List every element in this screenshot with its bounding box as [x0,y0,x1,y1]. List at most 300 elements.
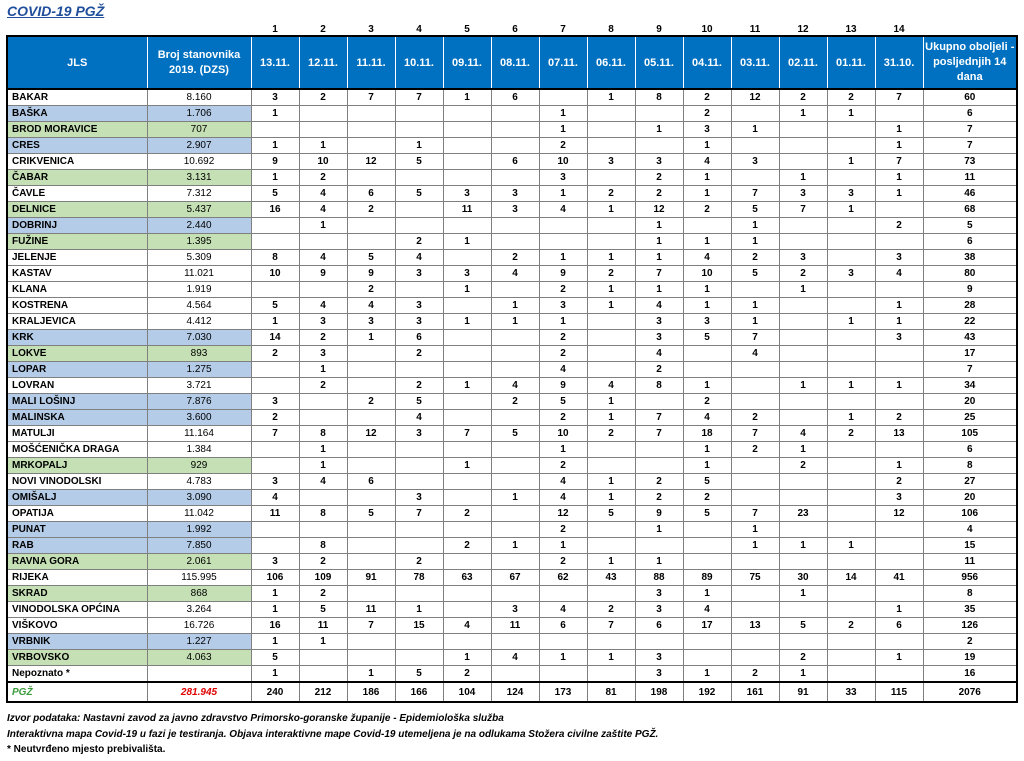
day-number: 8 [608,24,614,35]
total-cell: 956 [923,570,1017,586]
case-cell [875,586,923,602]
case-cell: 2 [395,554,443,570]
case-cell: 2 [539,282,587,298]
day-number: 5 [464,24,470,35]
case-cell: 1 [779,378,827,394]
population-cell: 16.726 [147,618,251,634]
case-cell: 7 [731,186,779,202]
case-cell [587,170,635,186]
footer-footnote: * Neutvrđeno mjesto prebivališta. [7,744,166,755]
case-cell: 1 [539,122,587,138]
case-cell: 6 [491,154,539,170]
case-cell [299,410,347,426]
case-cell: 11 [347,602,395,618]
case-cell [875,522,923,538]
population-cell: 2.440 [147,218,251,234]
case-cell: 1 [251,170,299,186]
table-row [7,186,1017,202]
case-cell [443,522,491,538]
case-cell: 1 [443,314,491,330]
case-cell: 1 [347,666,395,683]
case-cell [491,346,539,362]
total-cell: 38 [923,250,1017,266]
case-cell [347,410,395,426]
total-cell: 8 [923,458,1017,474]
case-cell [539,666,587,683]
case-cell [491,330,539,346]
case-cell: 3 [251,474,299,490]
case-cell: 1 [587,474,635,490]
case-cell: 7 [347,618,395,634]
summary-label: PGŽ [7,682,147,702]
case-cell: 3 [347,314,395,330]
case-cell [635,458,683,474]
case-cell: 1 [683,298,731,314]
case-cell [779,522,827,538]
case-cell [395,458,443,474]
case-cell: 5 [251,186,299,202]
total-cell: 15 [923,538,1017,554]
case-cell [347,122,395,138]
case-cell [299,106,347,122]
case-cell: 3 [635,650,683,666]
population-cell: 11.042 [147,506,251,522]
case-cell [731,634,779,650]
table-row [7,122,1017,138]
case-cell [875,666,923,683]
case-cell: 1 [731,122,779,138]
table-row [7,442,1017,458]
day-number: 14 [893,24,905,35]
case-cell: 3 [395,266,443,282]
case-cell [587,234,635,250]
population-cell: 707 [147,122,251,138]
total-cell: 11 [923,170,1017,186]
case-cell [587,442,635,458]
case-cell [731,554,779,570]
table-body [7,89,1017,702]
case-cell: 1 [779,282,827,298]
population-cell: 7.030 [147,330,251,346]
header-date: 06.11. [587,36,635,89]
case-cell: 1 [827,314,875,330]
table-row [7,362,1017,378]
case-cell [731,458,779,474]
case-cell [875,442,923,458]
header-row [7,36,1017,89]
total-cell: 7 [923,122,1017,138]
municipality-name: LOPAR [7,362,147,378]
total-cell: 35 [923,602,1017,618]
case-cell [443,170,491,186]
case-cell: 5 [395,154,443,170]
case-cell: 1 [731,218,779,234]
population-cell: 4.063 [147,650,251,666]
case-cell [827,554,875,570]
day-number: 4 [416,24,422,35]
table-row [7,634,1017,650]
case-cell [347,218,395,234]
total-cell: 68 [923,202,1017,218]
case-cell: 1 [683,458,731,474]
case-cell: 1 [875,122,923,138]
case-cell: 4 [683,250,731,266]
table-row [7,410,1017,426]
header-date: 02.11. [779,36,827,89]
case-cell: 4 [539,602,587,618]
case-cell [491,474,539,490]
case-cell: 1 [827,410,875,426]
case-cell [779,362,827,378]
table-row [7,570,1017,586]
case-cell: 88 [635,570,683,586]
case-cell: 2 [299,89,347,106]
case-cell: 2 [683,490,731,506]
case-cell [827,458,875,474]
case-cell: 8 [635,378,683,394]
case-cell [443,122,491,138]
case-cell [875,362,923,378]
population-cell [147,666,251,683]
case-cell: 2 [539,554,587,570]
case-cell: 12 [875,506,923,522]
case-cell: 8 [635,89,683,106]
case-cell [251,122,299,138]
case-cell [683,554,731,570]
population-cell: 7.850 [147,538,251,554]
population-cell: 7.312 [147,186,251,202]
case-cell: 67 [491,570,539,586]
table-row [7,298,1017,314]
case-cell: 15 [395,618,443,634]
municipality-name: VINODOLSKA OPĆINA [7,602,147,618]
case-cell [443,586,491,602]
case-cell: 91 [347,570,395,586]
case-cell [587,106,635,122]
municipality-name: LOKVE [7,346,147,362]
municipality-name: MRKOPALJ [7,458,147,474]
case-cell: 4 [779,426,827,442]
case-cell: 3 [491,202,539,218]
table-row [7,586,1017,602]
case-cell [491,218,539,234]
population-cell: 1.384 [147,442,251,458]
case-cell [827,506,875,522]
population-cell: 3.264 [147,602,251,618]
case-cell: 2 [683,89,731,106]
case-cell: 1 [587,394,635,410]
case-cell: 6 [395,330,443,346]
header-date: 04.11. [683,36,731,89]
case-cell [299,394,347,410]
case-cell [347,378,395,394]
case-cell: 9 [299,266,347,282]
total-cell: 25 [923,410,1017,426]
case-cell: 1 [875,650,923,666]
case-cell: 1 [347,330,395,346]
case-cell: 2 [731,666,779,683]
case-cell [731,106,779,122]
header-date: 01.11. [827,36,875,89]
case-cell [587,346,635,362]
case-cell: 14 [827,570,875,586]
case-cell: 2 [875,474,923,490]
header-population: Broj stanovnika 2019. (DZS) [147,36,251,89]
case-cell: 1 [827,378,875,394]
table-row [7,650,1017,666]
case-cell [299,234,347,250]
case-cell: 1 [731,314,779,330]
total-cell: 60 [923,89,1017,106]
case-cell: 1 [683,282,731,298]
case-cell [827,474,875,490]
municipality-name: KRALJEVICA [7,314,147,330]
case-cell: 5 [683,474,731,490]
case-cell [347,138,395,154]
case-cell: 8 [251,250,299,266]
case-cell: 1 [683,442,731,458]
case-cell: 1 [587,410,635,426]
case-cell: 12 [635,202,683,218]
case-cell: 1 [635,250,683,266]
summary-cell: 240 [251,682,299,702]
municipality-name: ČABAR [7,170,147,186]
municipality-name: JELENJE [7,250,147,266]
case-cell [443,106,491,122]
case-cell [251,234,299,250]
total-cell: 34 [923,378,1017,394]
case-cell: 1 [827,202,875,218]
case-cell: 1 [395,138,443,154]
case-cell: 75 [731,570,779,586]
case-cell: 1 [251,602,299,618]
case-cell: 13 [731,618,779,634]
case-cell [731,362,779,378]
population-cell: 893 [147,346,251,362]
case-cell: 10 [539,154,587,170]
municipality-name: MATULJI [7,426,147,442]
case-cell [491,106,539,122]
case-cell [731,378,779,394]
case-cell: 3 [587,154,635,170]
population-cell: 3.090 [147,490,251,506]
case-cell: 1 [395,602,443,618]
case-cell: 1 [635,234,683,250]
case-cell: 7 [779,202,827,218]
case-cell: 8 [299,426,347,442]
case-cell [587,314,635,330]
case-cell: 7 [875,89,923,106]
case-cell: 2 [779,650,827,666]
case-cell [395,634,443,650]
day-number: 2 [320,24,326,35]
case-cell: 1 [299,218,347,234]
day-number: 10 [701,24,713,35]
case-cell [779,298,827,314]
day-number: 6 [512,24,518,35]
case-cell: 23 [779,506,827,522]
case-cell: 2 [491,394,539,410]
case-cell: 11 [251,506,299,522]
case-cell: 4 [539,474,587,490]
municipality-name: MALI LOŠINJ [7,394,147,410]
case-cell: 1 [587,298,635,314]
header-date: 12.11. [299,36,347,89]
total-cell: 43 [923,330,1017,346]
total-cell: 106 [923,506,1017,522]
case-cell: 1 [683,186,731,202]
case-cell: 3 [635,154,683,170]
case-cell [875,538,923,554]
case-cell [299,666,347,683]
case-cell [827,490,875,506]
table-row [7,378,1017,394]
case-cell: 1 [779,106,827,122]
case-cell [251,442,299,458]
table-row [7,506,1017,522]
case-cell [827,282,875,298]
case-cell [443,442,491,458]
case-cell [779,314,827,330]
case-cell [491,234,539,250]
header-jls: JLS [7,36,147,89]
case-cell [827,586,875,602]
case-cell: 1 [587,202,635,218]
case-cell: 1 [443,234,491,250]
case-cell [779,634,827,650]
case-cell: 1 [443,458,491,474]
case-cell [491,666,539,683]
population-cell: 3.131 [147,170,251,186]
population-cell: 8.160 [147,89,251,106]
case-cell: 9 [347,266,395,282]
case-cell [347,234,395,250]
table-row [7,138,1017,154]
case-cell [683,538,731,554]
case-cell [347,346,395,362]
case-cell: 10 [299,154,347,170]
case-cell: 4 [683,410,731,426]
case-cell: 5 [683,506,731,522]
case-cell [587,138,635,154]
case-cell [443,490,491,506]
municipality-name: KASTAV [7,266,147,282]
header-date: 11.11. [347,36,395,89]
case-cell: 5 [395,394,443,410]
case-cell [827,394,875,410]
case-cell: 4 [251,490,299,506]
case-cell [395,650,443,666]
case-cell: 17 [683,618,731,634]
case-cell: 2 [827,618,875,634]
case-cell [827,298,875,314]
population-cell: 1.919 [147,282,251,298]
case-cell: 13 [875,426,923,442]
case-cell: 5 [779,618,827,634]
case-cell: 2 [635,474,683,490]
case-cell: 2 [443,666,491,683]
case-cell: 1 [875,458,923,474]
case-cell [779,218,827,234]
municipality-name: KRK [7,330,147,346]
case-cell: 1 [587,282,635,298]
case-cell: 6 [539,618,587,634]
case-cell [875,202,923,218]
case-cell: 1 [875,298,923,314]
day-number: 11 [749,24,761,35]
table-row [7,89,1017,106]
municipality-name: BROD MORAVICE [7,122,147,138]
summary-cell: 192 [683,682,731,702]
case-cell: 7 [251,426,299,442]
case-cell: 1 [683,170,731,186]
case-cell: 1 [443,282,491,298]
case-cell: 2 [635,362,683,378]
footer-source: Izvor podataka: Nastavni zavod za javno zdravstvo Primorsko-goranske županije - Epidemiološka služba [7,713,504,724]
municipality-name: ČAVLE [7,186,147,202]
case-cell: 4 [491,650,539,666]
case-cell [683,634,731,650]
case-cell: 3 [875,490,923,506]
case-cell [251,378,299,394]
case-cell [347,490,395,506]
case-cell [395,474,443,490]
population-cell: 4.564 [147,298,251,314]
case-cell [443,410,491,426]
case-cell: 3 [635,330,683,346]
population-cell: 4.783 [147,474,251,490]
case-cell [827,602,875,618]
case-cell: 2 [635,186,683,202]
day-number: 13 [845,24,857,35]
case-cell: 7 [443,426,491,442]
case-cell [539,234,587,250]
total-cell: 27 [923,474,1017,490]
summary-cell: 161 [731,682,779,702]
municipality-name: PUNAT [7,522,147,538]
case-cell: 7 [731,426,779,442]
case-cell: 78 [395,570,443,586]
case-cell [827,170,875,186]
case-cell [395,522,443,538]
case-cell: 41 [875,570,923,586]
case-cell [395,282,443,298]
case-cell: 1 [683,666,731,683]
population-cell: 5.309 [147,250,251,266]
case-cell: 1 [587,650,635,666]
case-cell: 1 [587,250,635,266]
case-cell: 6 [875,618,923,634]
municipality-name: BAKAR [7,89,147,106]
table-row [7,234,1017,250]
case-cell [587,330,635,346]
total-cell: 6 [923,234,1017,250]
case-cell [779,554,827,570]
case-cell: 2 [587,426,635,442]
table-row [7,266,1017,282]
case-cell: 7 [587,618,635,634]
case-cell [251,362,299,378]
case-cell: 4 [875,266,923,282]
case-cell: 3 [395,426,443,442]
case-cell: 3 [395,298,443,314]
case-cell: 1 [875,378,923,394]
summary-population: 281.945 [147,682,251,702]
case-cell: 1 [251,666,299,683]
day-number: 9 [656,24,662,35]
case-cell: 63 [443,570,491,586]
case-cell [683,650,731,666]
